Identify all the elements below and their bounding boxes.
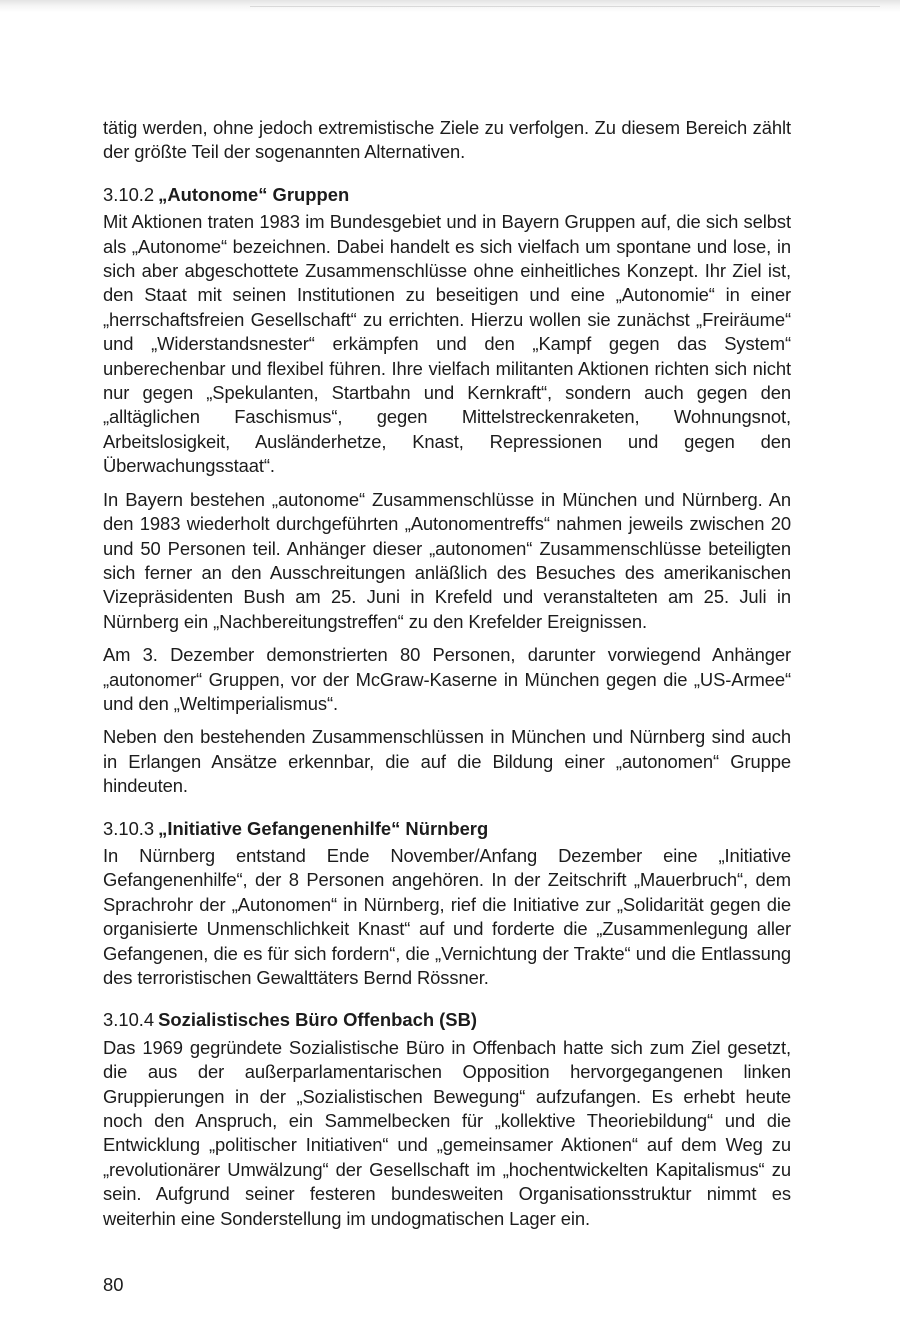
paragraph: Neben den bestehenden Zusammenschlüssen in München und Nürnberg sind auch in Erlangen Ansätze erkennbar, die auf die Bildung einer „autonomen“ Gruppe hindeuten. [103,726,791,797]
paragraph: In Bayern bestehen „autonome“ Zusammenschlüsse in München und Nürnberg. An den 1983 wiederholt durchgeführten „Autonomentreffs“ nahmen jeweils zwischen 20 und 50 Personen teil. Anhänger dieser „autonomen“ Zusammenschlüsse beteiligten sich ferner an den Ausschreitungen anläßlich des Besuches des amerikanischen Vizepräsidenten Bush am 25. Juni in Krefeld und veranstalteten am 25. Juli in Nürnberg ein „Nachbereitungstreffen“ zu den Krefelder Ereignissen. [103,488,791,632]
section-heading-3-10-4 [103,1008,791,1032]
section-title: „Initiative Gefangenenhilfe“ Nürnberg [158,817,489,839]
section-number: 3.10.2 [103,183,155,205]
intro-paragraph: tätig werden, ohne jedoch extremistische Ziele zu verfolgen. Zu diesem Bereich zählt der größte Teil der sogenannten Alternativen. [103,117,791,163]
section-title: Sozialistisches Büro Offenbach (SB) [158,1009,477,1031]
section-number: 3.10.4 [103,1009,155,1031]
paragraph: Das 1969 gegründete Sozialistische Büro in Offenbach hatte sich zum Ziel gesetzt, die aus der außerparlamentarischen Opposition hervorgegangenen linken Gruppierungen in der „Sozialistischen Bewegung“ aufzufangen. Es erhebt heute noch den Anspruch, ein Sammelbecken für „kollektive Theoriebildung“ und die Entwicklung „politischer Initiativen“ und „gemeinsamer Aktionen“ auf dem Weg zu „revolutionärer Umwälzung“ der Gesellschaft im „hochentwickelten Kapitalismus“ zu sein. Aufgrund seiner festeren bundesweiten Organisationsstruktur nimmt es weiterhin eine Sonderstellung im undogmatischen Lager ein. [103,1036,791,1229]
section-heading-3-10-3 [103,817,791,841]
section-heading-3-10-2 [103,183,791,207]
section-number: 3.10.3 [103,817,155,839]
paragraph: In Nürnberg entstand Ende November/Anfang Dezember eine „Initiative Gefangenenhilfe“, der 8 Personen angehören. In der Zeitschrift „Mauerbruch“, dem Sprachrohr der „Autonomen“ in Nürnberg, rief die Initiative zur „Solidarität gegen die organisierte Unmenschlichkeit Knast“ auf und forderte die „Zusammenlegung aller Gefangenen, die es für sich fordern“, die „Vernichtung der Trakte“ und die Entlassung des terroristischen Gewalttäters Bernd Rössner. [103,844,791,988]
page-number: 80 [103,1274,124,1295]
paragraph: Mit Aktionen traten 1983 im Bundesgebiet und in Bayern Gruppen auf, die sich selbst als „Autonome“ bezeichnen. Dabei handelt es sich vielfach um spontane und lose, in sich aber abgeschottete Zusammenschlüsse ohne einheitliches Konzept. Ihr Ziel ist, den Staat mit seinen Institutionen zu beseitigen und eine „Autonomie“ in einer „herrschaftsfreien Gesellschaft“ zu errichten. Hierzu wollen sie zunächst „Freiräume“ und „Widerstandsnester“ erkämpfen und den „Kampf gegen das System“ unberechenbar und flexibel führen. Ihre vielfach militanten Aktionen richten sich nicht nur gegen „Spekulanten, Startbahn und Kernkraft“, sondern auch gegen den „alltäglichen Faschismus“, gegen Mittelstreckenraketen, Wohnungsnot, Arbeitslosigkeit, Ausländerhetze, Knast, Repressionen und gegen den Überwachungsstaat“. [103,211,791,477]
paragraph: Am 3. Dezember demonstrierten 80 Personen, darunter vorwiegend Anhänger „autonomer“ Gruppen, vor der McGraw-Kaserne in München gegen die „US-Armee“ und den „Weltimperialismus“. [103,644,791,714]
page-body [103,116,791,1231]
section-title: „Autonome“ Gruppen [158,183,350,205]
scan-line [250,6,880,7]
